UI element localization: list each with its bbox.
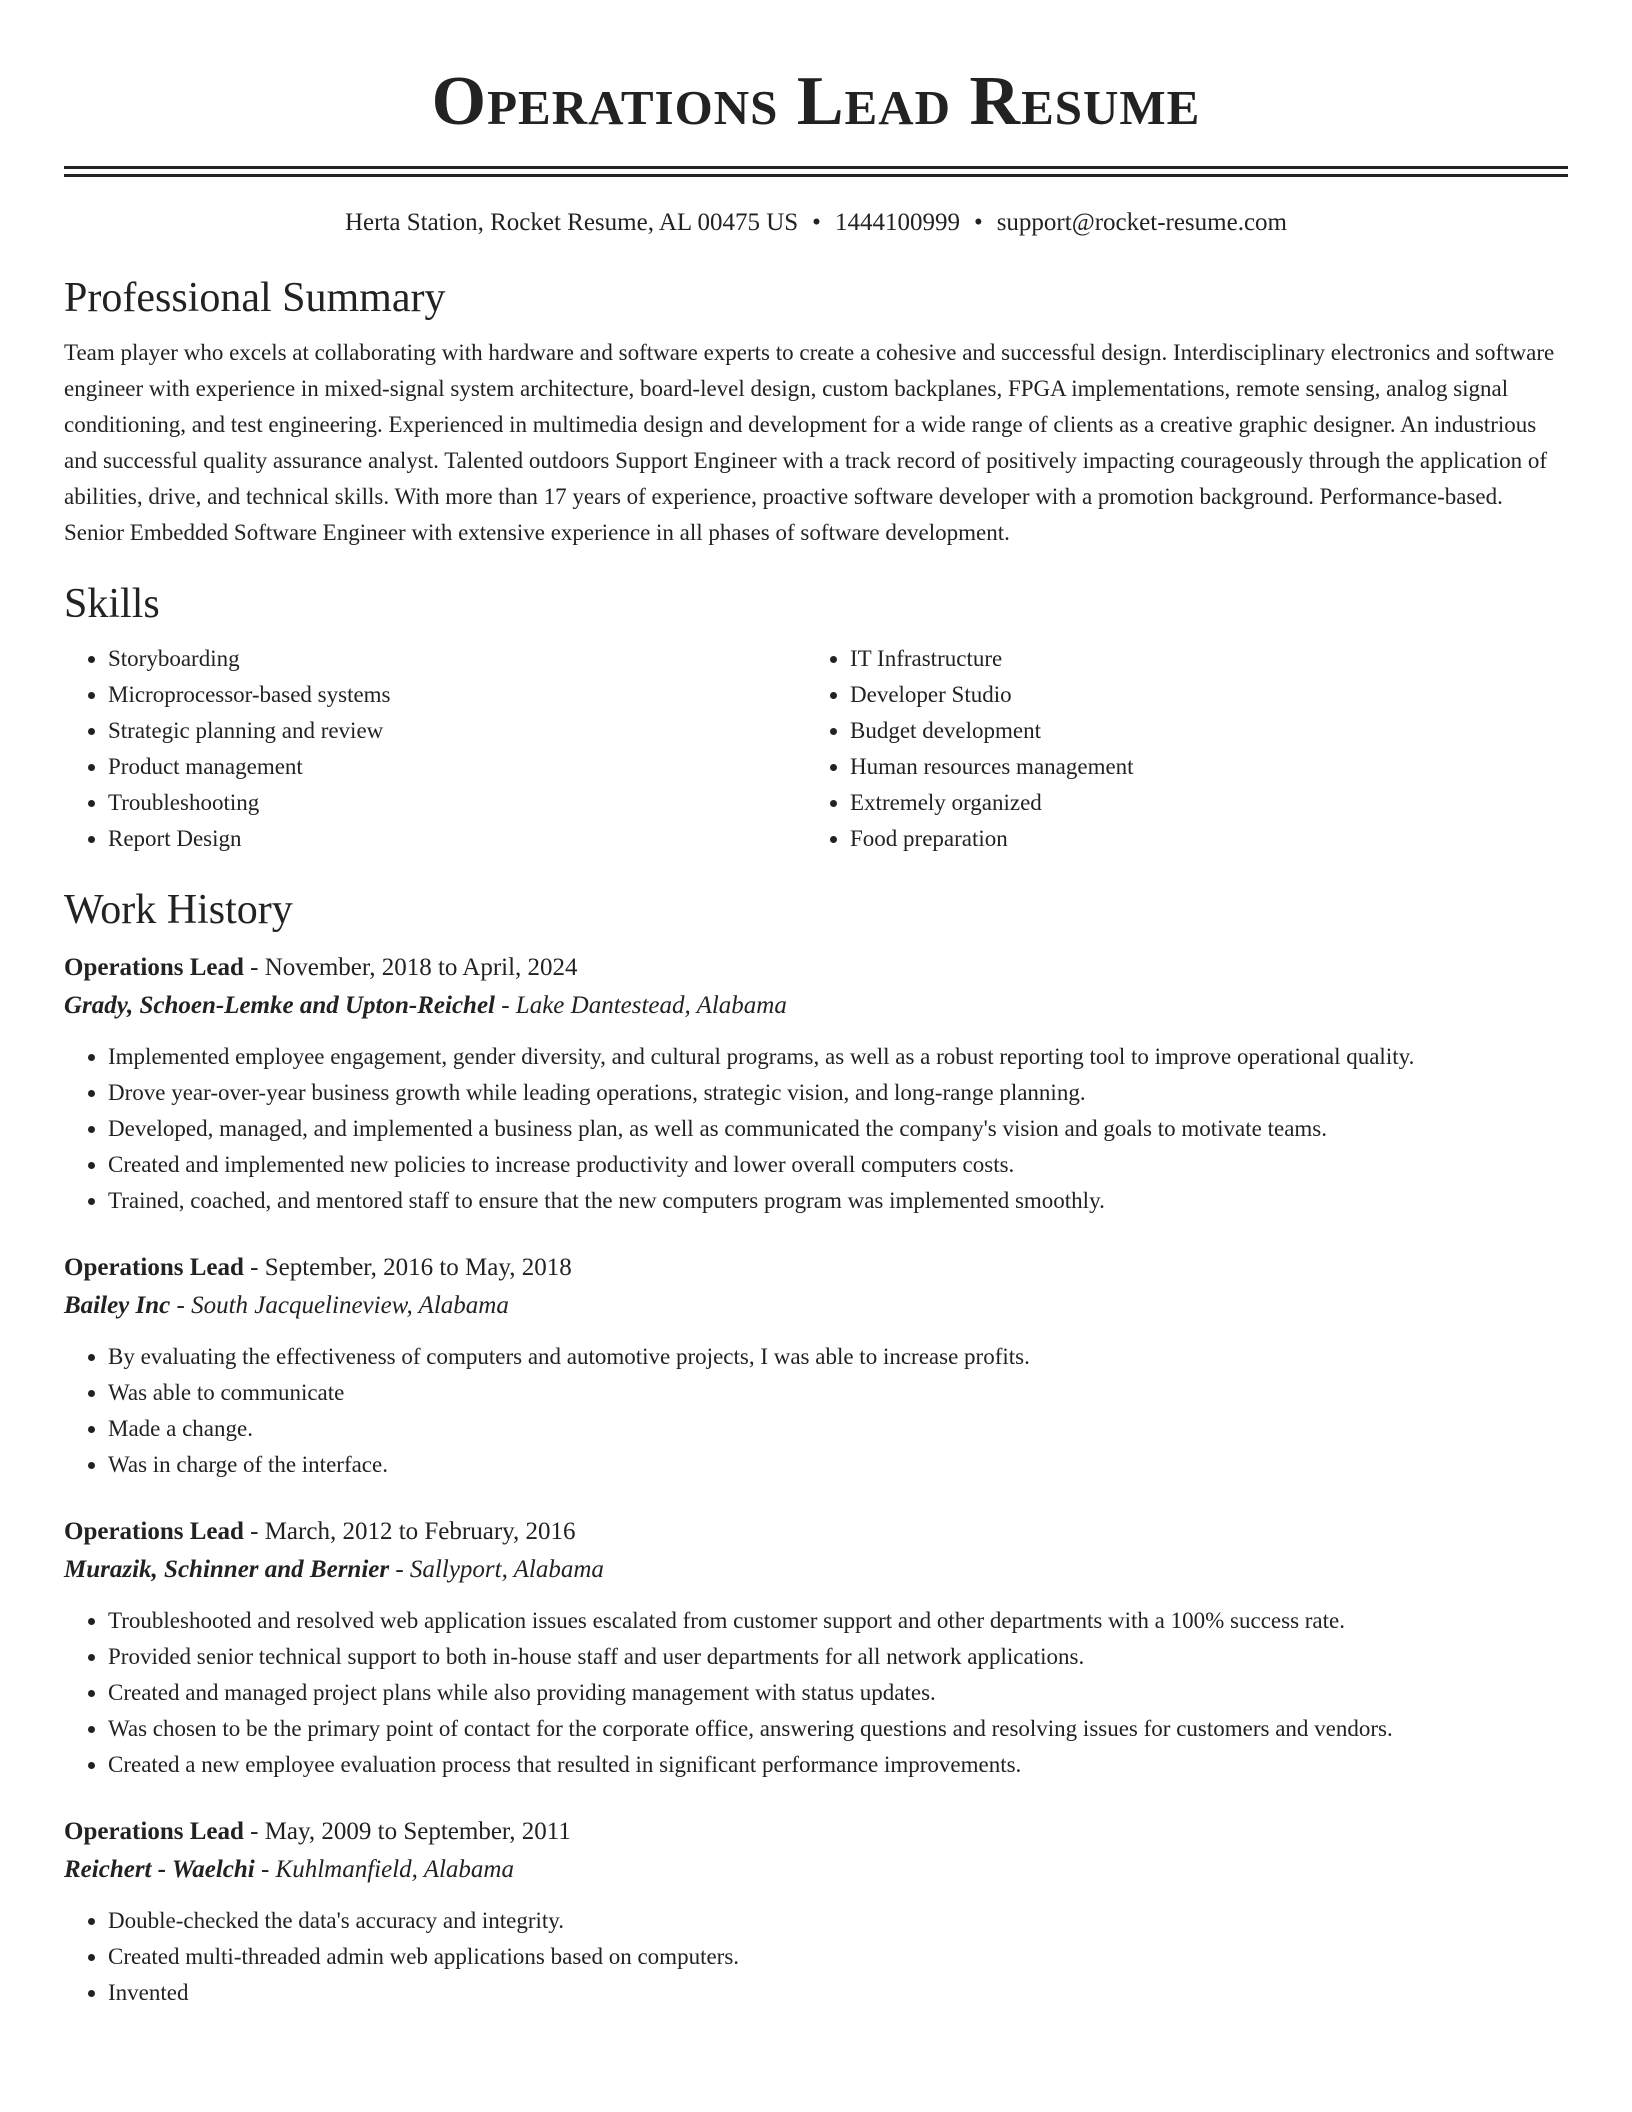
skill-item: • Developer Studio — [850, 677, 1548, 713]
job-bullet: • Created multi-threaded admin web applications based on computers. — [108, 1939, 1568, 1975]
job-bullet: • Double-checked the data's accuracy and integrity. — [108, 1903, 1568, 1939]
skill-item: • Food preparation — [850, 821, 1548, 857]
job-role: Operations Lead — [64, 954, 244, 981]
job-company: Reichert - Waelchi — [64, 1856, 255, 1883]
job-entry — [64, 949, 1568, 1219]
skills-heading: Skills — [64, 581, 160, 627]
job-company-line — [64, 1551, 1568, 1589]
job-bullet: • Made a change. — [108, 1411, 1568, 1447]
job-bullet: • Was able to communicate — [108, 1375, 1568, 1411]
job-header — [64, 1249, 1568, 1287]
summary-text: Team player who excels at collaborating with hardware and software experts to create a cohesive and successful design. Interdisciplinary electronics and software engineer with experience in mixed-signal system architecture, board-level design, custom backplanes, FPGA implementations, remote sensing, analog signal conditioning, and test engineering. Experienced in multimedia design and development for a wide range of clients as a creative graphic designer. An industrious and successful quality assurance analyst. Talented outdoors Support Engineer with a track record of positively impacting courageously through the application of abilities, drive, and technical skills. With more than 17 years of experience, proactive software developer with a promotion background. Performance-based. Senior Embedded Software Engineer with extensive experience in all phases of software development. — [64, 340, 1555, 545]
job-header — [64, 949, 1568, 987]
job-dates: - November, 2018 to April, 2024 — [243, 954, 578, 981]
summary-heading: Professional Summary — [64, 275, 446, 321]
job-header — [64, 1813, 1568, 1851]
job-dates: - March, 2012 to February, 2016 — [243, 1518, 576, 1545]
job-bullet: • Troubleshooted and resolved web application issues escalated from customer support and other departments with a 100% success rate. — [108, 1603, 1568, 1639]
job-entry — [64, 1513, 1568, 1783]
work-history-section — [64, 885, 1568, 2011]
job-bullets — [64, 1339, 1568, 1483]
contact-phone: 1444100999 — [834, 209, 960, 236]
job-role: Operations Lead — [64, 1254, 244, 1281]
job-bullets — [64, 1903, 1568, 2011]
contact-address: Herta Station, Rocket Resume, AL 00475 US — [344, 209, 799, 236]
resume-title: Operations Lead Resume — [431, 63, 1201, 140]
job-company: Grady, Schoen-Lemke and Upton-Reichel — [64, 992, 495, 1019]
skill-item: • Strategic planning and review — [108, 713, 806, 749]
resume-page — [64, 0, 1568, 2011]
job-company-line — [64, 1851, 1568, 1889]
job-entry — [64, 1813, 1568, 2011]
job-dates: - May, 2009 to September, 2011 — [243, 1818, 571, 1845]
contact-email[interactable]: support@rocket-resume.com — [996, 209, 1287, 236]
title-double-rule — [64, 166, 1568, 177]
skill-item: • Product management — [108, 749, 806, 785]
skill-item: • Extremely organized — [850, 785, 1548, 821]
job-bullet: • Created and implemented new policies to increase productivity and lower overall computers costs. — [108, 1147, 1568, 1183]
job-bullets — [64, 1039, 1568, 1219]
job-bullet: • Created a new employee evaluation process that resulted in significant performance improvements. — [108, 1747, 1568, 1783]
summary-section — [64, 273, 1568, 551]
work-history-heading: Work History — [64, 887, 293, 933]
job-location: - Lake Dantestead, Alabama — [494, 992, 787, 1019]
job-location: - South Jacquelineview, Alabama — [170, 1292, 509, 1319]
job-company: Bailey Inc — [64, 1292, 171, 1319]
job-location: - Sallyport, Alabama — [389, 1556, 604, 1583]
skill-item: • Microprocessor-based systems — [108, 677, 806, 713]
job-company: Murazik, Schinner and Bernier — [64, 1556, 390, 1583]
job-company-line — [64, 1287, 1568, 1325]
job-bullet: • Was chosen to be the primary point of contact for the corporate office, answering questions and resolving issues for customers and vendors. — [108, 1711, 1568, 1747]
job-bullet: • Provided senior technical support to both in-house staff and user departments for all network applications. — [108, 1639, 1568, 1675]
job-role: Operations Lead — [64, 1518, 244, 1545]
job-location: - Kuhlmanfield, Alabama — [254, 1856, 514, 1883]
job-dates: - September, 2016 to May, 2018 — [243, 1254, 572, 1281]
skills-columns — [64, 641, 1568, 857]
job-bullet: • Trained, coached, and mentored staff to ensure that the new computers program was implemented smoothly. — [108, 1183, 1568, 1219]
job-bullet: • Drove year-over-year business growth while leading operations, strategic vision, and long-range planning. — [108, 1075, 1568, 1111]
job-bullet: • Created and managed project plans while also providing management with status updates. — [108, 1675, 1568, 1711]
job-bullet: • Was in charge of the interface. — [108, 1447, 1568, 1483]
skill-item: • Budget development — [850, 713, 1548, 749]
job-header — [64, 1513, 1568, 1551]
job-bullet: • Invented — [108, 1975, 1568, 2011]
job-entry — [64, 1249, 1568, 1483]
job-role: Operations Lead — [64, 1818, 244, 1845]
job-company-line — [64, 987, 1568, 1025]
skills-section — [64, 579, 1568, 857]
skills-left-column — [64, 641, 806, 857]
skills-right-column — [806, 641, 1548, 857]
skill-item: • Report Design — [108, 821, 806, 857]
skill-item: • Troubleshooting — [108, 785, 806, 821]
skill-item: • IT Infrastructure — [850, 641, 1548, 677]
job-bullet: • Developed, managed, and implemented a business plan, as well as communicated the company's vision and goals to motivate teams. — [108, 1111, 1568, 1147]
skill-item: • Human resources management — [850, 749, 1548, 785]
skill-item: • Storyboarding — [108, 641, 806, 677]
contact-separator: • — [812, 209, 821, 236]
job-bullet: • Implemented employee engagement, gender diversity, and cultural programs, as well as a robust reporting tool to improve operational quality. — [108, 1039, 1568, 1075]
job-bullet: • By evaluating the effectiveness of computers and automotive projects, I was able to increase profits. — [108, 1339, 1568, 1375]
contact-separator: • — [973, 209, 983, 236]
job-bullets — [64, 1603, 1568, 1783]
contact-line — [64, 207, 1568, 239]
